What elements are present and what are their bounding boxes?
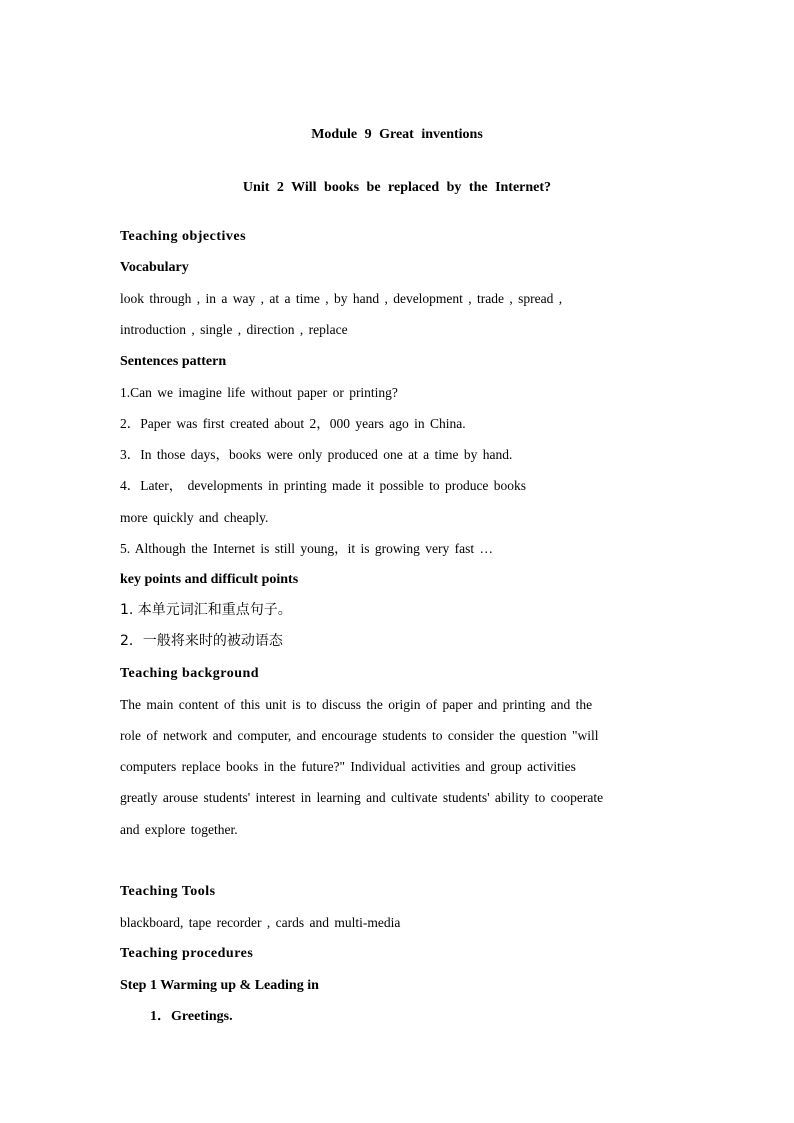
sentence-4b: more quickly and cheaply.: [120, 510, 269, 525]
teaching-procedures-heading: Teaching procedures: [120, 946, 254, 961]
module-title: Module 9 Great inventions: [311, 127, 483, 142]
key-point-2: 2．一般将来时的被动语态: [120, 633, 283, 649]
vocabulary-line-2: introduction , single , direction , replace: [120, 322, 348, 337]
background-line-4: greatly arouse students' interest in learning and cultivate students' ability to cooperate: [120, 790, 604, 805]
unit-title: Unit 2 Will books be replaced by the Internet?: [242, 180, 552, 195]
sentence-2: 2．Paper was first created about 2，000 years ago in China.: [120, 416, 466, 431]
step-1-heading: Step 1 Warming up & Leading in: [120, 978, 319, 993]
vocabulary-heading: Vocabulary: [120, 260, 189, 275]
sentences-pattern-heading: Sentences pattern: [120, 354, 227, 369]
key-point-1: 1. 本单元词汇和重点句子。: [120, 602, 292, 618]
sentence-4a: 4．Later， developments in printing made it possible to produce books: [120, 478, 527, 493]
background-line-3: computers replace books in the future?" Individual activities and group activities: [120, 759, 576, 774]
teaching-background-heading: Teaching background: [120, 666, 260, 681]
sentence-5: 5. Although the Internet is still young，it is growing very fast …: [120, 541, 493, 556]
teaching-objectives-heading: Teaching objectives: [120, 229, 247, 244]
background-line-1: The main content of this unit is to discuss the origin of paper and printing and the: [120, 697, 593, 712]
teaching-tools-text: blackboard, tape recorder , cards and multi-media: [120, 915, 401, 930]
step-1-item-greetings: 1．Greetings.: [150, 1009, 233, 1024]
vocabulary-line-1: look through , in a way , at a time , by hand , development , trade , spread ,: [120, 291, 563, 306]
sentence-3: 3．In those days，books were only produced one at a time by hand.: [120, 447, 513, 462]
key-points-heading: key points and difficult points: [120, 572, 299, 587]
background-line-2: role of network and computer, and encourage students to consider the question "will: [120, 728, 599, 743]
sentence-1: 1.Can we imagine life without paper or printing?: [120, 385, 398, 400]
background-line-5: and explore together.: [120, 822, 238, 837]
teaching-tools-heading: Teaching Tools: [120, 884, 216, 899]
